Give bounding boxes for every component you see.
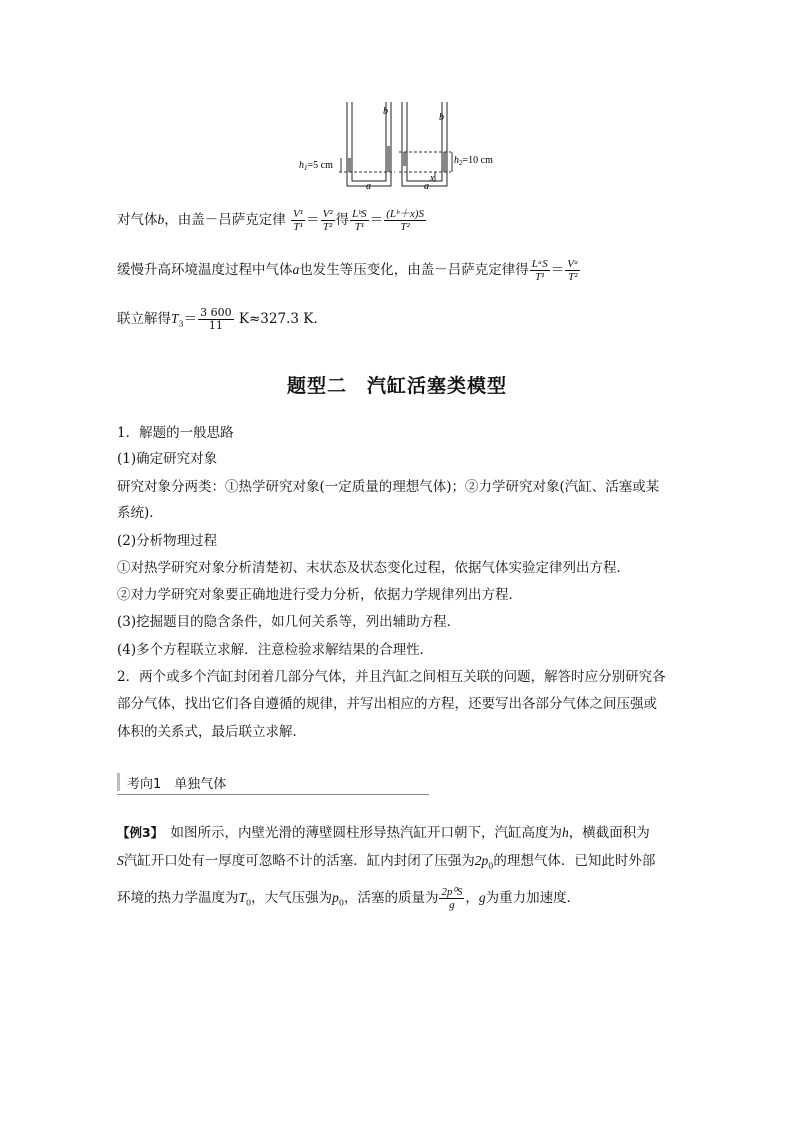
eq1-de: 得 bbox=[335, 212, 350, 228]
label-x: x bbox=[430, 173, 435, 184]
example-line2-a: 汽缸开口处有一厚度可忽略不计的活塞．缸内封闭了压强为 bbox=[123, 853, 475, 869]
example-line3-c: ，活塞的质量为 bbox=[343, 890, 439, 906]
example-line-2 bbox=[117, 851, 655, 871]
label-b-left: b bbox=[383, 106, 388, 117]
eq2-middle: 也发生等压变化，由盖－吕萨克定律得 bbox=[299, 262, 529, 278]
example-sub-p: 0 bbox=[338, 898, 344, 908]
example-sub-T: 0 bbox=[246, 898, 252, 908]
body-line-1: 1．解题的一般思路 bbox=[117, 425, 234, 441]
eq1-middle: ，由盖－吕萨克定律 bbox=[164, 212, 286, 228]
label-a-left: a bbox=[366, 181, 371, 192]
example-line3-e: 为重力加速度． bbox=[485, 890, 581, 906]
equation-line-1 bbox=[117, 208, 427, 233]
example-line1-a: 如图所示，内壁光滑的薄壁圆柱形导热汽缸开口朝下，汽缸高度为 bbox=[156, 825, 562, 841]
eq3-fraction: $\frac{3 600}{11}$ bbox=[200, 306, 232, 332]
eq3-prefix: 联立解得 bbox=[117, 311, 171, 327]
right-mercury-right bbox=[442, 152, 447, 172]
example-line-1 bbox=[117, 823, 650, 843]
left-mercury-left bbox=[347, 158, 352, 172]
eq1-fraction-2: $\frac{\text{V²}}{\text{T²}}$ bbox=[322, 208, 333, 233]
example-var-g: g bbox=[478, 890, 486, 905]
eq1-equals-1: ＝ bbox=[306, 212, 320, 228]
eq3-equals: ＝ bbox=[183, 311, 198, 327]
kaoxiang-heading bbox=[117, 770, 429, 796]
example-line3-a: 环境的热力学温度为 bbox=[117, 890, 239, 906]
eq2-fraction-2: $\frac{\text{Vᵃ}}{\text{T²}}$ bbox=[567, 258, 579, 283]
u-tube-figure bbox=[295, 96, 510, 192]
body-line-3: 研究对象分两类：①热学研究对象(一定质量的理想气体)；②力学研究对象(汽缸、活塞或某 bbox=[117, 479, 660, 495]
example-var-S: S bbox=[117, 853, 124, 868]
kaoxiang-rule bbox=[117, 794, 429, 795]
example-line3-b: ，大气压强为 bbox=[251, 890, 333, 906]
right-mercury-left bbox=[402, 152, 407, 166]
eq1-equals-2: ＝ bbox=[369, 212, 384, 228]
left-mercury-right bbox=[386, 146, 391, 172]
example-line3-d: ， bbox=[465, 890, 479, 906]
body-line-12: 体积的关系式，最后联立求解． bbox=[117, 724, 306, 740]
body-line-10: 2．两个或多个汽缸封闭着几部分气体，并且汽缸之间相互关联的问题，解答时应分别研究各 bbox=[117, 669, 666, 685]
body-line-11: 部分气体，找出它们各自遵循的规律，并写出相应的方程，还要写出各部分气体之间压强或 bbox=[117, 696, 657, 712]
body-line-9: (4)多个方程联立求解．注意检验求解结果的合理性． bbox=[117, 642, 434, 658]
eq1-var-b: b bbox=[157, 212, 165, 227]
body-line-8: (3)挖掘题目的隐含条件，如几何关系等，列出辅助方程． bbox=[117, 614, 461, 630]
example-sub-0a: 0 bbox=[488, 861, 494, 871]
body-line-4: 系统)． bbox=[117, 505, 163, 521]
section-title: 题型二 汽缸活塞类模型 bbox=[286, 375, 507, 397]
body-line-7: ②对力学研究对象要正确地进行受力分析，依据力学规律列出方程． bbox=[117, 587, 522, 603]
eq2-fraction-1: $\frac{\text{LᵃS}}{\text{T¹}}$ bbox=[531, 258, 548, 283]
label-h2: $h_2=10$ cm bbox=[454, 155, 493, 167]
example-var-2p0: 2p bbox=[474, 853, 489, 868]
eq3-var: T bbox=[171, 311, 179, 326]
example-var-h: h bbox=[561, 825, 569, 840]
example-var-p0: p bbox=[332, 890, 339, 905]
label-a-right: a bbox=[424, 181, 429, 192]
eq3-sub: 3 bbox=[178, 319, 184, 329]
eq2-equals: ＝ bbox=[550, 262, 565, 278]
eq2-var-a: a bbox=[292, 262, 300, 277]
equation-line-3 bbox=[117, 307, 318, 332]
body-line-2: (1)确定研究对象 bbox=[117, 451, 218, 467]
example-var-T0: T bbox=[238, 890, 247, 905]
eq3-suffix: K≈327.3 K. bbox=[234, 311, 318, 327]
eq2-prefix: 缓慢升高环境温度过程中气体 bbox=[117, 262, 293, 278]
example-line2-b: 的理想气体．已知此时外部 bbox=[493, 853, 656, 869]
example-mass-fraction: $\frac{\text{2p⁰S}}{g}$ bbox=[441, 886, 463, 911]
kaoxiang-label: 考向1 单独气体 bbox=[127, 777, 227, 792]
label-h1: $h_1=5$ cm bbox=[299, 160, 333, 172]
kaoxiang-bar bbox=[117, 773, 120, 791]
body-line-6: ①对热学研究对象分析清楚初、末状态及状态变化过程，依据气体实验定律列出方程． bbox=[117, 560, 630, 576]
example-label: 【例3】 bbox=[117, 825, 157, 840]
equation-line-2 bbox=[117, 258, 581, 283]
eq1-prefix: 对气体 bbox=[117, 212, 158, 228]
body-line-5: (2)分析物理过程 bbox=[117, 533, 218, 549]
eq1-fraction-1: $\frac{\text{V¹}}{\text{T¹}}$ bbox=[293, 208, 304, 233]
example-line-3 bbox=[117, 886, 580, 911]
label-b-right: b bbox=[439, 112, 444, 123]
example-line1-b: ，横截面积为 bbox=[568, 825, 650, 841]
eq1-fraction-3: $\frac{\text{LᵇS}}{\text{T¹}}$ bbox=[352, 208, 367, 233]
eq1-fraction-4: $\frac{\text{(Lᵇ＋x)S}}{\text{T²}}$ bbox=[386, 208, 424, 233]
